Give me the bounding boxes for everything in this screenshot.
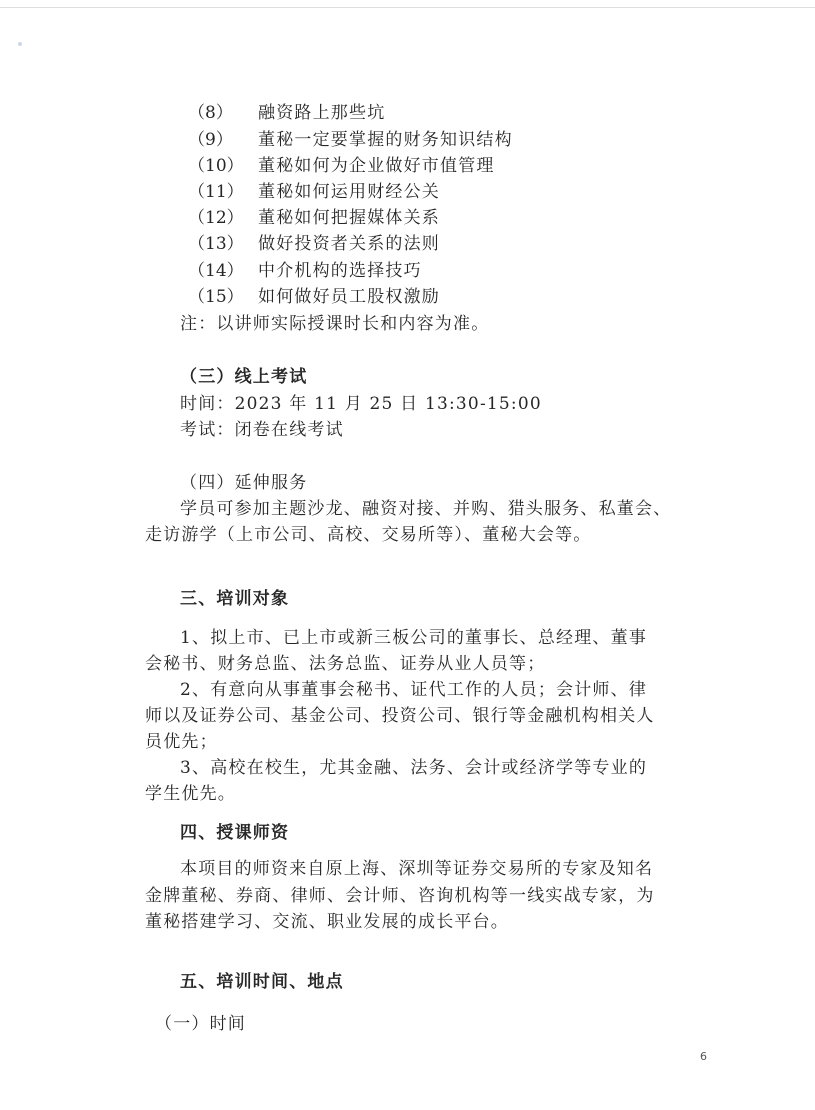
course-note: 注：以讲师实际授课时长和内容为准。 [180,314,490,334]
audience-item-1-line: 会秘书、财务总监、法务总监、证券从业人员等； [145,654,546,674]
audience-item-3-line: 3、高校在校生，尤其金融、法务、会计或经济学等专业的 [180,758,648,778]
list-number: （11） [188,182,244,202]
list-number: （12） [188,208,244,228]
scan-speck [18,42,22,46]
list-number: （14） [188,261,244,281]
list-item-text: 做好投资者关系的法则 [258,234,440,254]
list-number: （8） [188,103,233,123]
list-number: （13） [188,234,244,254]
list-item-text: 董秘如何为企业做好市值管理 [258,156,495,176]
exam-time: 时间：2023 年 11 月 25 日 13:30-15:00 [180,394,542,414]
list-item-text: 董秘一定要掌握的财务知识结构 [258,130,513,150]
audience-item-2-line: 2、有意向从事董事会秘书、证代工作的人员；会计师、律 [180,680,648,700]
extension-heading: （四）延伸服务 [180,473,308,493]
audience-item-3-line: 学生优先。 [145,784,236,804]
instructors-text-line: 本项目的师资来自原上海、深圳等证券交易所的专家及知名 [180,859,654,879]
list-item-text: 董秘如何运用财经公关 [258,182,440,202]
subsection-time: （一）时间 [155,1014,246,1034]
instructors-text-line: 董秘搭建学习、交流、职业发展的成长平台。 [145,912,509,932]
list-item-text: 董秘如何把握媒体关系 [258,208,440,228]
list-item-text: 中介机构的选择技巧 [258,261,422,281]
audience-item-2-line: 师以及证券公司、基金公司、投资公司、银行等金融机构相关人 [145,706,655,726]
exam-heading: （三）线上考试 [180,367,308,387]
page-number: 6 [700,1050,707,1063]
audience-item-2-line: 员优先； [145,732,218,752]
section-heading-target-audience: 三、培训对象 [180,589,290,609]
list-number: （15） [188,287,244,307]
page-top-edge [0,7,815,8]
list-item-text: 如何做好员工股权激励 [258,287,440,307]
list-item-text: 融资路上那些坑 [258,103,386,123]
extension-text-line: 走访游学（上市公司、高校、交易所等）、董秘大会等。 [145,525,592,545]
exam-format: 考试：闭卷在线考试 [180,420,344,440]
audience-item-1-line: 1、拟上市、已上市或新三板公司的董事长、总经理、董事 [180,628,648,648]
list-number: （9） [188,130,233,150]
section-heading-time-location: 五、培训时间、地点 [180,972,344,992]
extension-text-line: 学员可参加主题沙龙、融资对接、并购、猎头服务、私董会、 [180,499,672,519]
section-heading-instructors: 四、授课师资 [180,823,290,843]
instructors-text-line: 金牌董秘、券商、律师、会计师、咨询机构等一线实战专家，为 [145,886,655,906]
list-number: （10） [188,156,244,176]
